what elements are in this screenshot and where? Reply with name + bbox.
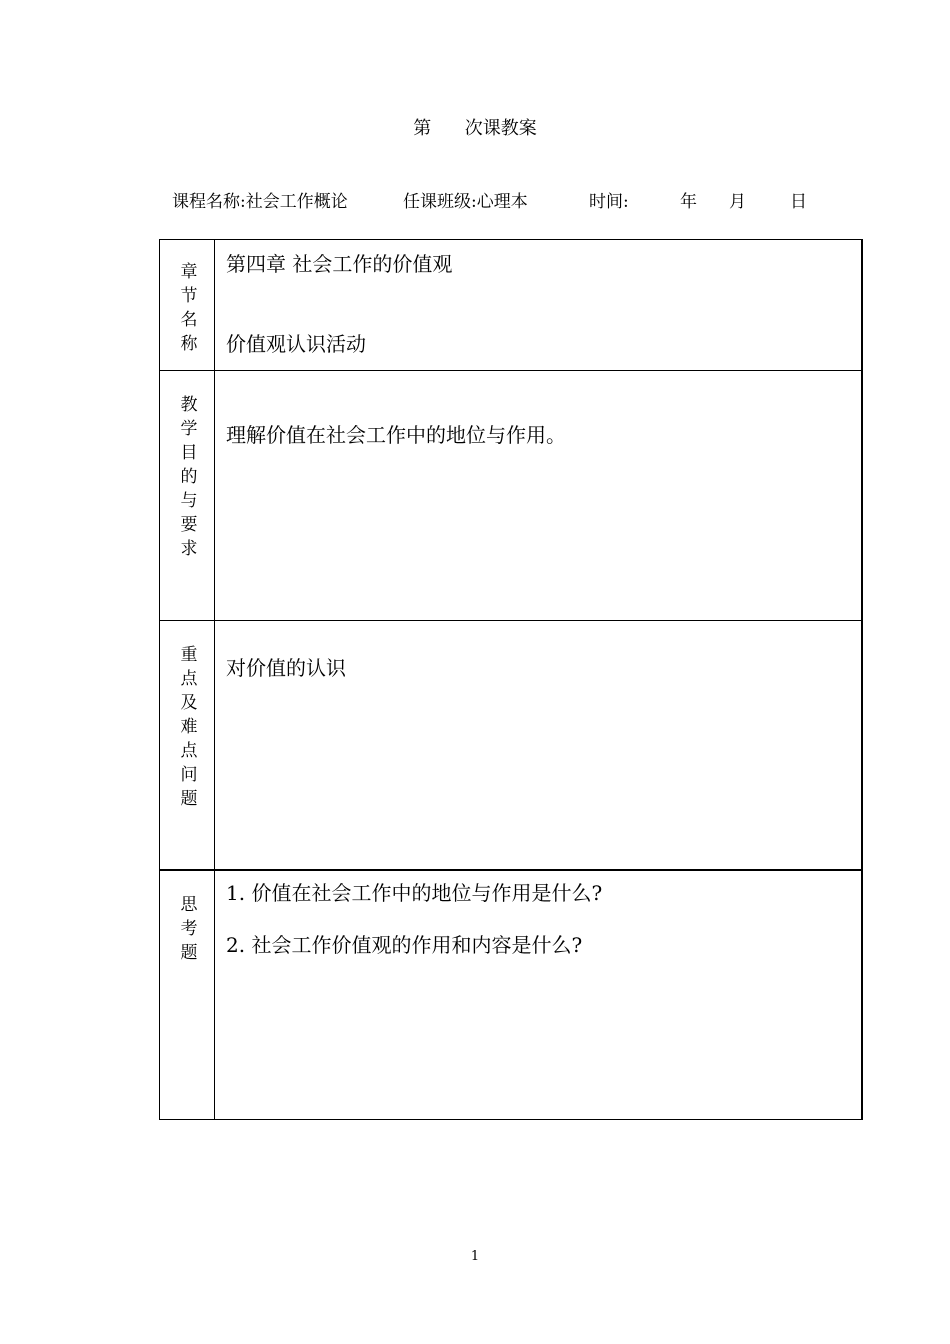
chapter-title: 第四章 社会工作的价值观: [226, 252, 453, 276]
meta-month: 月: [729, 192, 746, 212]
row-key-points: [160, 621, 861, 871]
page-title: [0, 114, 950, 140]
title-prefix: 第: [413, 118, 432, 139]
label-questions: 思考题: [176, 895, 197, 967]
title-suffix: 次课教案: [464, 118, 537, 139]
label-chapter: 章节名称: [176, 262, 197, 358]
objectives-text: 理解价值在社会工作中的地位与作用。: [226, 423, 566, 447]
label-key-points: 重点及难点问题: [176, 645, 197, 813]
question-item: 1. 价值在社会工作中的地位与作用是什么?: [226, 881, 603, 905]
meta-class: 任课班级:心理本: [403, 192, 528, 212]
chapter-activity: 价值观认识活动: [226, 332, 366, 356]
key-points-text: 对价值的认识: [226, 656, 346, 680]
label-objectives: 教学目的与要求: [176, 395, 197, 563]
question-item: 2. 社会工作价值观的作用和内容是什么?: [226, 933, 583, 957]
row-objectives: [160, 371, 861, 621]
meta-year: 年: [680, 192, 697, 212]
row-questions: [160, 871, 861, 1120]
page-number: 1: [470, 1249, 480, 1264]
meta-day: 日: [790, 192, 807, 212]
row-chapter: [160, 240, 861, 371]
lesson-table: [159, 239, 863, 1120]
meta-time-label: 时间:: [589, 192, 629, 212]
meta-course: 课程名称:社会工作概论: [172, 192, 348, 212]
